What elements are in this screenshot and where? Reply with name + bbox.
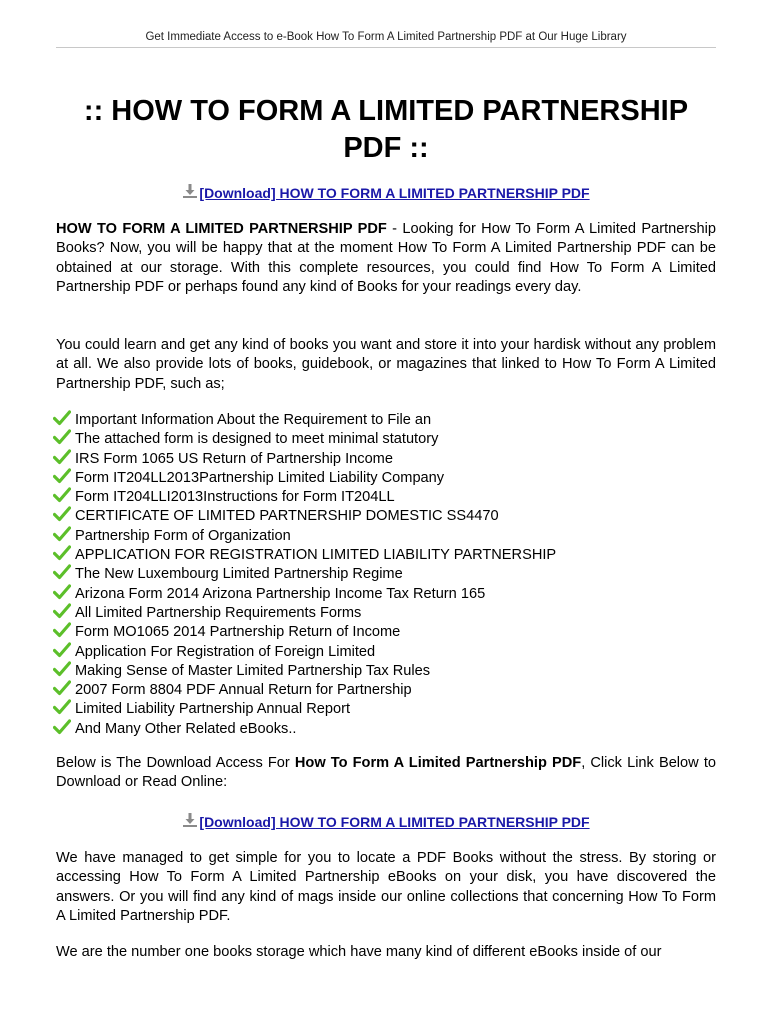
checkmark-icon bbox=[53, 506, 71, 522]
list-item-label: Application For Registration of Foreign Limited bbox=[75, 643, 376, 660]
checkmark-icon bbox=[53, 468, 71, 484]
checkmark-icon bbox=[53, 429, 71, 445]
page-title: :: HOW TO FORM A LIMITED PARTNERSHIP PDF :: bbox=[83, 95, 689, 164]
list-item bbox=[53, 622, 713, 641]
list-item bbox=[53, 487, 713, 506]
download-link-bottom[interactable] bbox=[56, 812, 716, 831]
related-books-list bbox=[53, 410, 713, 738]
list-item-label: Important Information About the Requirement to File an bbox=[75, 412, 432, 428]
list-item bbox=[53, 680, 713, 699]
list-item bbox=[53, 468, 713, 487]
list-item-label: APPLICATION FOR REGISTRATION LIMITED LIABILITY PARTNERSHIP bbox=[75, 547, 557, 564]
checkmark-icon bbox=[53, 719, 71, 735]
checkmark-icon bbox=[53, 487, 71, 503]
intro-paragraph bbox=[56, 220, 716, 298]
list-item-label: 2007 Form 8804 PDF Annual Return for Partnership bbox=[75, 682, 412, 699]
list-item bbox=[53, 429, 713, 448]
header-divider bbox=[56, 47, 716, 48]
list-item bbox=[53, 584, 713, 603]
checkmark-icon bbox=[53, 642, 71, 658]
below-post: , Click Link Below to Download or Read Online: bbox=[56, 755, 716, 791]
list-item bbox=[53, 449, 713, 468]
download-link-label[interactable]: [Download] HOW TO FORM A LIMITED PARTNERSHIP PDF bbox=[199, 814, 590, 830]
page-header: Get Immediate Access to e-Book How To Form A Limited Partnership PDF at Our Huge Library bbox=[145, 31, 627, 43]
download-access-paragraph bbox=[56, 754, 716, 793]
intro-text: - Looking for How To Form A Limited Partnership Books? Now, you will be happy that at the moment How To Form A Limited Partnership PDF can be obtained at our storage. With this complete resources, you could find How To Form A Limited Partnership PDF or perhaps found any kind of Books for your readings every day. bbox=[56, 221, 716, 296]
list-item bbox=[53, 719, 713, 738]
list-item bbox=[53, 661, 713, 680]
list-item bbox=[53, 506, 713, 525]
list-item bbox=[53, 603, 713, 622]
list-item bbox=[53, 410, 713, 429]
list-item bbox=[53, 526, 713, 545]
list-item-label: Limited Liability Partnership Annual Report bbox=[75, 701, 351, 718]
below-pre: Below is The Download Access For bbox=[56, 755, 295, 771]
list-item-label: All Limited Partnership Requirements Forms bbox=[75, 604, 362, 621]
list-item-label: IRS Form 1065 US Return of Partnership Income bbox=[75, 450, 393, 467]
checkmark-icon bbox=[53, 680, 71, 696]
download-link-label[interactable]: [Download] HOW TO FORM A LIMITED PARTNERSHIP PDF bbox=[199, 185, 590, 201]
checkmark-icon bbox=[53, 449, 71, 465]
list-item-label: Arizona Form 2014 Arizona Partnership Income Tax Return 165 bbox=[75, 585, 486, 602]
description-paragraph: You could learn and get any kind of books you want and store it into your hardisk without any problem at all. We also provide lots of books, guidebook, or magazines that linked to How To Form A Limited Partnership PDF, such as; bbox=[56, 337, 716, 392]
list-item bbox=[53, 699, 713, 718]
checkmark-icon bbox=[53, 545, 71, 561]
checkmark-icon bbox=[53, 410, 71, 426]
checkmark-icon bbox=[53, 603, 71, 619]
download-link-top[interactable] bbox=[56, 183, 716, 202]
list-item-label: Form IT204LL2013Partnership Limited Liability Company bbox=[75, 469, 445, 486]
storage-paragraph: We have managed to get simple for you to locate a PDF Books without the stress. By storing or accessing How To Form A Limited Partnership eBooks on your disk, you have discovered the answers. Or you will find any kind of mags inside our online collections that concerning How To Form A Limited Partnership PDF. bbox=[56, 850, 716, 925]
list-item-label: Partnership Form of Organization bbox=[75, 527, 291, 544]
checkmark-icon bbox=[53, 526, 71, 542]
list-item-label: CERTIFICATE OF LIMITED PARTNERSHIP DOMESTIC SS4470 bbox=[75, 508, 499, 525]
list-item-label: The New Luxembourg Limited Partnership Regime bbox=[75, 566, 403, 583]
checkmark-icon bbox=[53, 622, 71, 638]
list-item bbox=[53, 545, 713, 564]
list-item bbox=[53, 564, 713, 583]
list-item-label: Making Sense of Master Limited Partnership Tax Rules bbox=[75, 662, 431, 679]
list-item-label: And Many Other Related eBooks.. bbox=[75, 720, 297, 737]
list-item-label: Form IT204LLI2013Instructions for Form IT204LL bbox=[75, 489, 395, 506]
checkmark-icon bbox=[53, 564, 71, 580]
checkmark-icon bbox=[53, 584, 71, 600]
intro-bold: HOW TO FORM A LIMITED PARTNERSHIP PDF bbox=[56, 221, 387, 237]
checkmark-icon bbox=[53, 661, 71, 677]
below-bold: How To Form A Limited Partnership PDF bbox=[294, 755, 582, 771]
download-icon bbox=[182, 812, 198, 828]
checkmark-icon bbox=[53, 699, 71, 715]
list-item-label: The attached form is designed to meet minimal statutory bbox=[75, 431, 439, 448]
list-item-label: Form MO1065 2014 Partnership Return of Income bbox=[75, 624, 401, 641]
list-item bbox=[53, 642, 713, 661]
download-icon bbox=[182, 183, 198, 199]
closing-paragraph: We are the number one books storage which have many kind of different eBooks inside of our bbox=[56, 944, 662, 960]
